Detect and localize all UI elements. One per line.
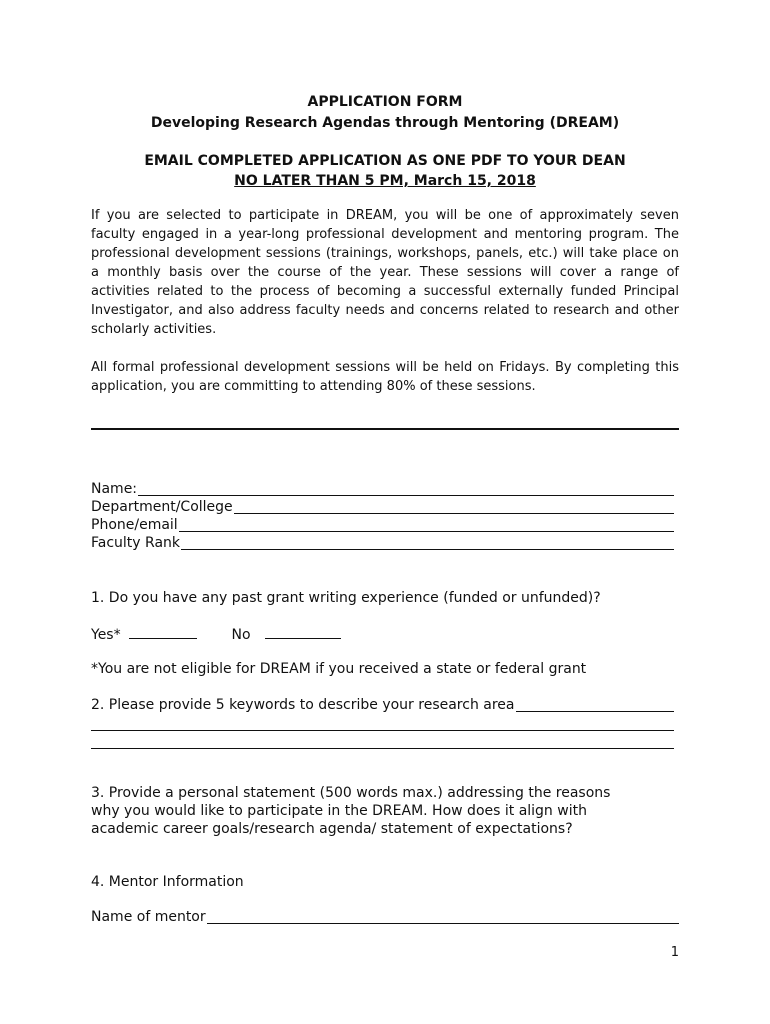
faculty-rank-field[interactable] [91,534,674,552]
document-page [91,0,679,1024]
form-title: APPLICATION FORM [307,94,463,110]
question-1: 1. Do you have any past grant writing experience (funded or unfunded)? [91,590,601,606]
question-3-line-2: why you would like to participate in the DREAM. How does it align with [91,803,587,819]
form-subtitle: Developing Research Agendas through Mentoring (DREAM) [150,115,620,131]
mentor-name-label: Name of mentor [91,909,206,925]
submission-deadline: NO LATER THAN 5 PM, March 15, 2018 [234,173,536,189]
question-2: 2. Please provide 5 keywords to describe your research area [91,697,515,713]
keywords-line-3[interactable] [91,748,674,749]
yes-no-row [91,624,341,644]
page-number: 1 [670,945,679,960]
name-field[interactable] [91,480,674,498]
no-label: No [231,627,251,643]
keywords-line-2[interactable] [91,730,674,731]
yes-label: Yes* [91,627,121,643]
name-blank[interactable] [138,481,674,496]
question-4: 4. Mentor Information [91,874,244,890]
no-blank[interactable] [265,624,341,639]
department-field[interactable] [91,498,674,516]
submission-instruction: EMAIL COMPLETED APPLICATION AS ONE PDF TO YOUR DEAN [144,153,626,169]
phone-email-blank[interactable] [179,517,674,532]
sessions-paragraph: All formal professional development sessions will be held on Fridays. By completing this application, you are committing to attending 80% of these sessions. [91,360,679,394]
phone-email-label: Phone/email [91,517,178,533]
question-3-line-3: academic career goals/research agenda/ statement of expectations? [91,821,573,837]
phone-email-field[interactable] [91,516,674,534]
faculty-rank-label: Faculty Rank [91,535,181,551]
faculty-rank-blank[interactable] [181,535,674,550]
mentor-name-field[interactable] [91,908,679,926]
yes-blank[interactable] [129,624,197,639]
section-divider [91,428,679,430]
eligibility-note: *You are not eligible for DREAM if you received a state or federal grant [91,661,587,677]
department-label: Department/College [91,499,233,515]
keywords-field[interactable] [91,696,674,714]
department-blank[interactable] [234,499,674,514]
name-label: Name: [91,481,138,497]
keywords-blank[interactable] [516,697,675,712]
intro-paragraph: If you are selected to participate in DREAM, you will be one of approximately seven faculty engaged in a year-long professional development and mentoring program. The professional development sessions (trainings, workshops, panels, etc.) will take place on a monthly basis over the course of the year. These sessions will cover a range of activities related to the process of becoming a successful externally funded Principal Investigator, and also address faculty needs and concerns related to research and other scholarly activities. [91,208,679,337]
mentor-name-blank[interactable] [207,909,679,924]
question-3-line-1: 3. Provide a personal statement (500 words max.) addressing the reasons [91,785,611,801]
